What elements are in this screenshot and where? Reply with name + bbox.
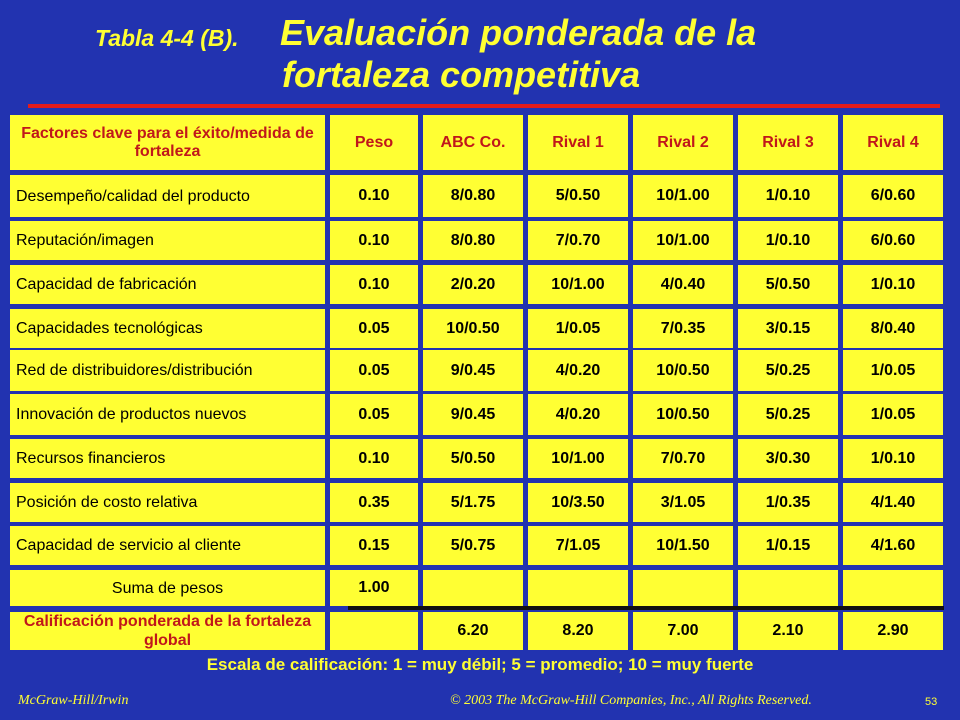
cell-abc: 8/0.80 [423, 175, 523, 217]
cell-rival-1: 10/3.50 [528, 483, 628, 522]
cell-rival-3: 5/0.25 [738, 350, 838, 391]
cell-abc: 8/0.80 [423, 221, 523, 260]
cell-rival-3: 5/0.25 [738, 394, 838, 435]
header-factor: Factores clave para el éxito/medida de fortaleza [10, 115, 325, 170]
cell-rival-4: 1/0.10 [843, 265, 943, 304]
total-abc: 6.20 [423, 612, 523, 650]
cell-abc: 5/0.75 [423, 526, 523, 565]
factor-label: Reputación/imagen [10, 221, 325, 260]
cell-rival-1: 7/0.70 [528, 221, 628, 260]
cell-rival-3: 1/0.35 [738, 483, 838, 522]
cell-rival-1: 5/0.50 [528, 175, 628, 217]
cell-weight: 0.10 [330, 265, 418, 304]
cell-rival-2: 10/0.50 [633, 350, 733, 391]
sum-rival-3 [738, 570, 838, 606]
cell-rival-2: 4/0.40 [633, 265, 733, 304]
total-rival-1: 8.20 [528, 612, 628, 650]
header-rival-4: Rival 4 [843, 115, 943, 170]
sum-abc [423, 570, 523, 606]
cell-weight: 0.10 [330, 175, 418, 217]
factor-label: Capacidad de fabricación [10, 265, 325, 304]
factor-label: Desempeño/calidad del producto [10, 175, 325, 217]
cell-weight: 0.15 [330, 526, 418, 565]
page-number: 53 [925, 696, 938, 708]
factor-label: Capacidades tecnológicas [10, 309, 325, 348]
header-weight: Peso [330, 115, 418, 170]
factor-label: Capacidad de servicio al cliente [10, 526, 325, 565]
cell-rival-3: 1/0.15 [738, 526, 838, 565]
cell-abc: 5/0.50 [423, 439, 523, 478]
cell-rival-3: 3/0.15 [738, 309, 838, 348]
cell-abc: 5/1.75 [423, 483, 523, 522]
cell-rival-2: 10/1.50 [633, 526, 733, 565]
cell-rival-2: 7/0.35 [633, 309, 733, 348]
cell-rival-3: 5/0.50 [738, 265, 838, 304]
cell-rival-1: 10/1.00 [528, 265, 628, 304]
sum-weight: 1.00 [330, 570, 418, 606]
cell-weight: 0.10 [330, 439, 418, 478]
cell-abc: 9/0.45 [423, 394, 523, 435]
cell-rival-1: 7/1.05 [528, 526, 628, 565]
cell-rival-4: 6/0.60 [843, 175, 943, 217]
cell-weight: 0.35 [330, 483, 418, 522]
factor-label: Red de distribuidores/distribución [10, 350, 325, 391]
factor-label: Innovación de productos nuevos [10, 394, 325, 435]
cell-rival-4: 6/0.60 [843, 221, 943, 260]
factor-label: Posición de costo relativa [10, 483, 325, 522]
title-line-1: Evaluación ponderada de la [280, 12, 757, 53]
factor-label: Recursos financieros [10, 439, 325, 478]
total-rival-3: 2.10 [738, 612, 838, 650]
cell-rival-3: 1/0.10 [738, 221, 838, 260]
sum-rival-2 [633, 570, 733, 606]
cell-abc: 10/0.50 [423, 309, 523, 348]
footer-publisher: McGraw-Hill/Irwin [18, 693, 129, 708]
cell-weight: 0.05 [330, 394, 418, 435]
sum-label: Suma de pesos [10, 570, 325, 606]
cell-rival-2: 10/1.00 [633, 221, 733, 260]
cell-abc: 9/0.45 [423, 350, 523, 391]
title-underline [28, 104, 940, 108]
title-line-2: fortaleza competitiva [282, 54, 641, 95]
cell-rival-1: 1/0.05 [528, 309, 628, 348]
cell-rival-4: 1/0.05 [843, 350, 943, 391]
cell-rival-1: 4/0.20 [528, 350, 628, 391]
cell-rival-4: 8/0.40 [843, 309, 943, 348]
cell-rival-2: 10/1.00 [633, 175, 733, 217]
cell-rival-2: 10/0.50 [633, 394, 733, 435]
total-rival-4: 2.90 [843, 612, 943, 650]
cell-rival-3: 3/0.30 [738, 439, 838, 478]
cell-rival-4: 1/0.05 [843, 394, 943, 435]
title-prefix: Tabla 4-4 (B). [95, 25, 239, 51]
cell-weight: 0.05 [330, 309, 418, 348]
total-label: Calificación ponderada de la fortaleza global [10, 612, 325, 650]
cell-weight: 0.05 [330, 350, 418, 391]
cell-rival-3: 1/0.10 [738, 175, 838, 217]
cell-rival-1: 10/1.00 [528, 439, 628, 478]
cell-abc: 2/0.20 [423, 265, 523, 304]
cell-rival-1: 4/0.20 [528, 394, 628, 435]
total-separator [348, 606, 944, 610]
total-rival-2: 7.00 [633, 612, 733, 650]
footer-copyright: © 2003 The McGraw-Hill Companies, Inc., All Rights Reserved. [450, 693, 812, 708]
cell-rival-4: 1/0.10 [843, 439, 943, 478]
total-weight [330, 612, 418, 650]
rating-scale-note: Escala de calificación: 1 = muy débil; 5 = promedio; 10 = muy fuerte [206, 655, 754, 674]
cell-rival-4: 4/1.40 [843, 483, 943, 522]
sum-rival-4 [843, 570, 943, 606]
page-title [280, 12, 920, 96]
cell-rival-2: 7/0.70 [633, 439, 733, 478]
cell-rival-4: 4/1.60 [843, 526, 943, 565]
header-abc: ABC Co. [423, 115, 523, 170]
cell-weight: 0.10 [330, 221, 418, 260]
header-rival-1: Rival 1 [528, 115, 628, 170]
header-rival-2: Rival 2 [633, 115, 733, 170]
cell-rival-2: 3/1.05 [633, 483, 733, 522]
header-rival-3: Rival 3 [738, 115, 838, 170]
sum-rival-1 [528, 570, 628, 606]
